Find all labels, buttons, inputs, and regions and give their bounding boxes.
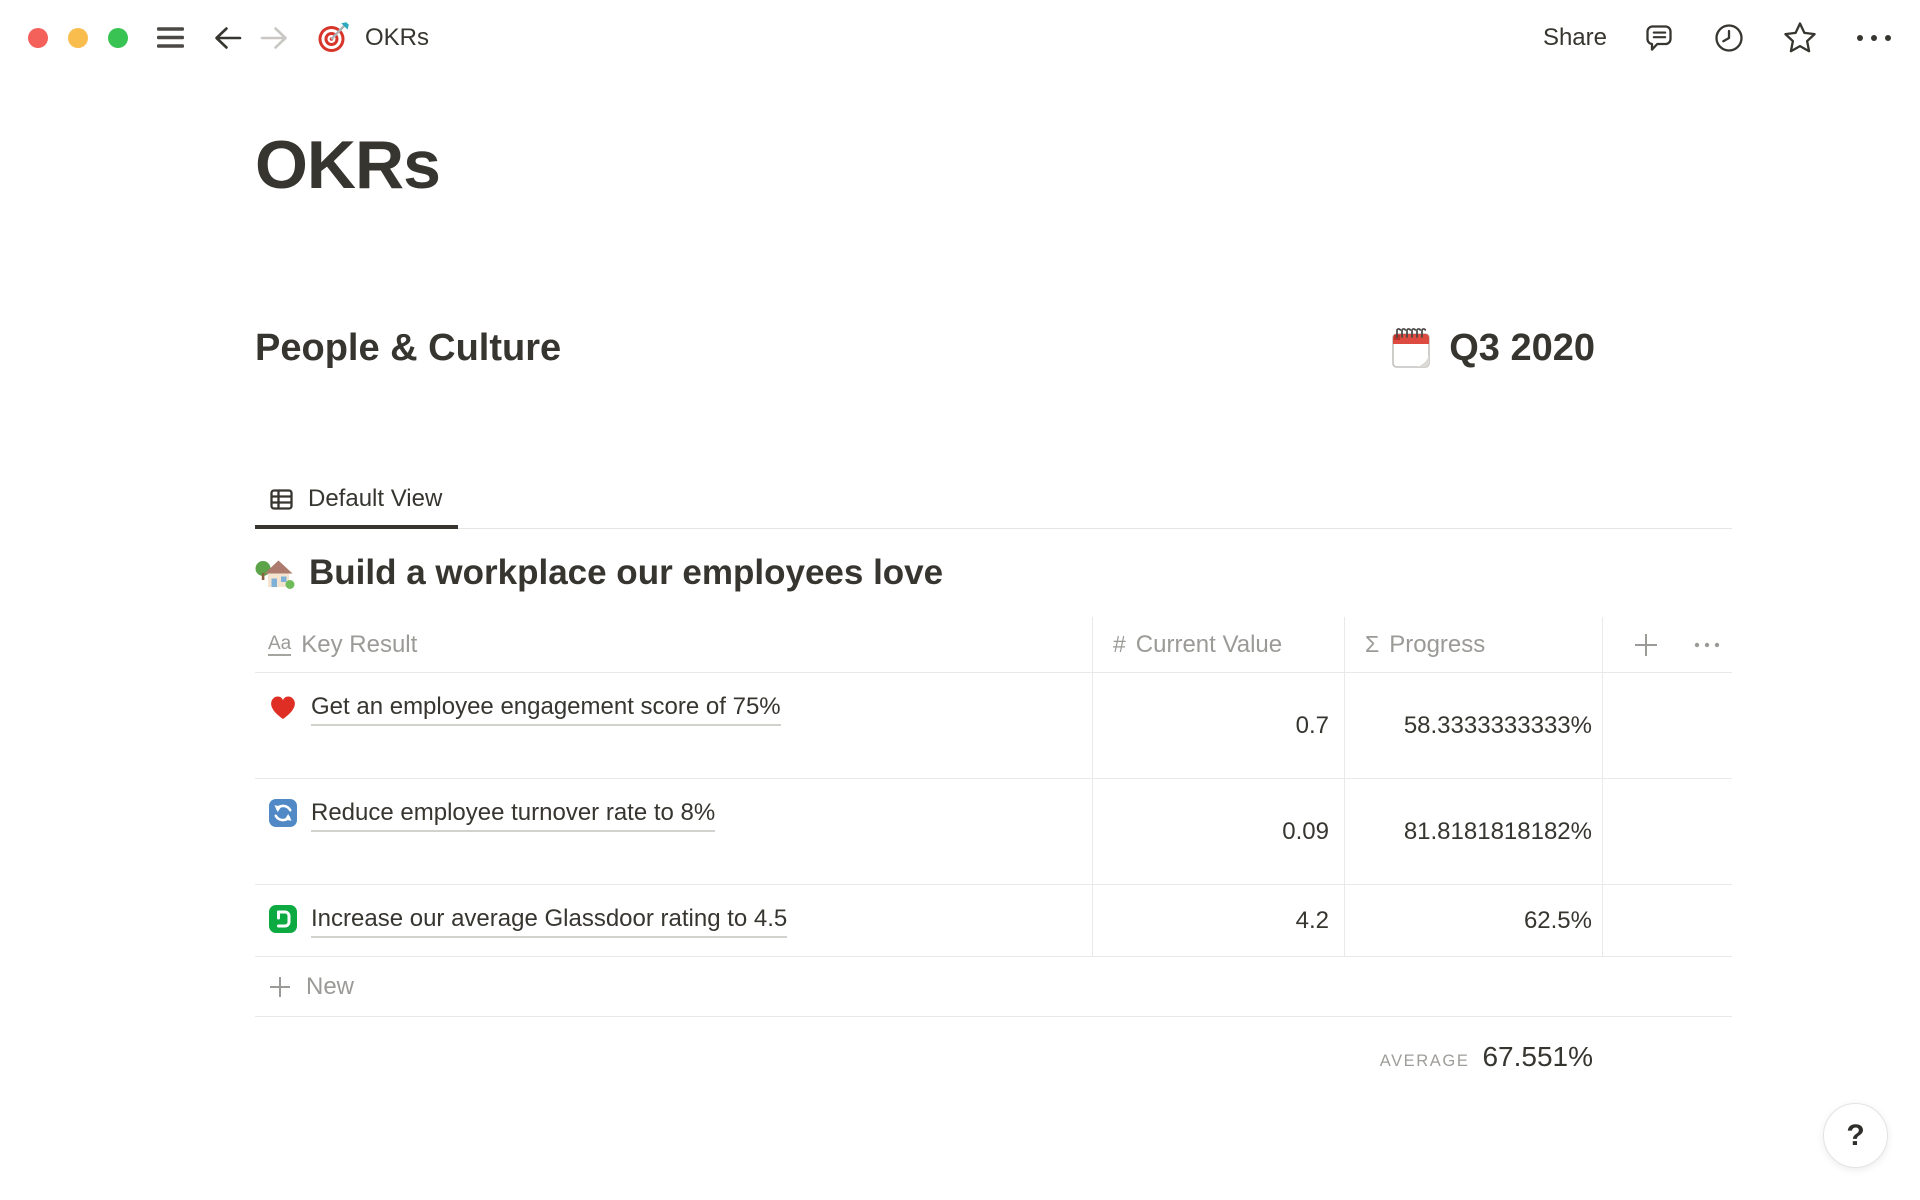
key-result-link[interactable]: Reduce employee turnover rate to 8%: [311, 796, 715, 832]
tab-label: Default View: [308, 485, 443, 512]
progress-value: 62.5%: [1523, 906, 1592, 934]
progress-cell: [1345, 673, 1603, 778]
forward-arrow-icon: [257, 24, 291, 52]
column-label: Current Value: [1135, 630, 1283, 658]
back-arrow-icon: [211, 24, 245, 52]
key-result-cell[interactable]: [255, 673, 1093, 778]
window-titlebar: [0, 0, 1920, 75]
key-result-cell[interactable]: [255, 885, 1093, 956]
progress-cell: [1345, 885, 1603, 956]
current-value-cell[interactable]: 4.2: [1093, 885, 1345, 956]
breadcrumb-page-title: OKRs: [365, 23, 430, 51]
column-label: Progress: [1389, 630, 1486, 658]
key-result-link[interactable]: Increase our average Glassdoor rating to 4.5: [311, 902, 787, 938]
help-button[interactable]: [1823, 1103, 1888, 1168]
column-label: Key Result: [301, 630, 418, 658]
key-result-link[interactable]: Get an employee engagement score of 75%: [311, 690, 781, 726]
updates-button[interactable]: [1712, 21, 1746, 55]
dart-target-icon: [317, 22, 349, 54]
plus-icon: [268, 975, 292, 999]
more-options-button[interactable]: [1854, 33, 1894, 43]
page-content: [255, 127, 1732, 1091]
current-value-cell[interactable]: 0.09: [1093, 779, 1345, 884]
add-column-button[interactable]: [1633, 632, 1659, 658]
okr-table: [255, 617, 1732, 1091]
objective-heading: [255, 553, 1732, 593]
glassdoor-logo-icon: [268, 904, 298, 934]
column-header-current-value[interactable]: [1093, 617, 1345, 672]
period-label: Q3 2020: [1449, 326, 1595, 369]
title-property-icon: Aa: [268, 632, 292, 654]
progress-value: 58.3333333333%: [1403, 711, 1592, 739]
favorite-button[interactable]: [1782, 20, 1818, 56]
navigate-forward-button[interactable]: [257, 24, 291, 52]
star-icon: [1782, 20, 1818, 56]
ellipsis-icon: [1854, 33, 1894, 43]
aggregate-label: AVERAGE: [1379, 1052, 1470, 1070]
new-row-label: New: [306, 972, 355, 1000]
minimize-window-button[interactable]: [68, 28, 88, 48]
period-heading: [1389, 325, 1595, 371]
page-title: OKRs: [255, 127, 440, 203]
close-window-button[interactable]: [28, 28, 48, 48]
navigate-back-button[interactable]: [211, 24, 245, 52]
heading-row: [255, 325, 1732, 371]
column-header-progress[interactable]: [1345, 617, 1603, 672]
hamburger-icon: [154, 24, 187, 51]
traffic-lights: [28, 28, 128, 48]
table-row: [255, 673, 1732, 779]
table-footer[interactable]: [255, 1017, 1732, 1091]
table-row: [255, 885, 1732, 957]
table-row: [255, 779, 1732, 885]
formula-property-icon: Σ: [1365, 631, 1380, 657]
tab-default-view[interactable]: [255, 477, 458, 528]
spiral-calendar-icon: [1389, 325, 1433, 371]
titlebar-actions: [1543, 20, 1894, 56]
breadcrumb[interactable]: [317, 22, 429, 54]
current-value-cell[interactable]: 0.7: [1093, 673, 1345, 778]
house-with-garden-icon: [255, 555, 295, 591]
objective-title: Build a workplace our employees love: [309, 553, 944, 592]
active-tab-indicator: [255, 525, 458, 529]
clock-icon: [1712, 21, 1746, 55]
key-result-cell[interactable]: [255, 779, 1093, 884]
number-property-icon: #: [1113, 631, 1126, 657]
red-heart-icon: [268, 692, 298, 722]
table-view-icon: [268, 486, 295, 513]
aggregate-value: 67.551%: [1482, 1041, 1593, 1072]
zoom-window-button[interactable]: [108, 28, 128, 48]
comment-bubble-icon: [1643, 21, 1676, 54]
table-options-button[interactable]: [1693, 641, 1721, 649]
view-tab-bar: [255, 477, 1732, 529]
group-heading: People & Culture: [255, 326, 562, 369]
new-row-button[interactable]: [255, 957, 1732, 1017]
sidebar-menu-button[interactable]: [154, 24, 187, 51]
comments-button[interactable]: [1643, 21, 1676, 54]
progress-cell: [1345, 779, 1603, 884]
column-header-key-result[interactable]: [255, 617, 1093, 672]
table-header-controls: [1603, 617, 1732, 672]
table-header-row: [255, 617, 1732, 673]
progress-value: 81.8181818182%: [1403, 817, 1592, 845]
empty-cell: [1603, 673, 1732, 778]
share-button[interactable]: Share: [1542, 23, 1607, 51]
counterclockwise-arrows-icon: [268, 798, 298, 828]
empty-cell: [1603, 779, 1732, 884]
empty-cell: [1603, 885, 1732, 956]
question-mark-icon: ?: [1846, 1118, 1865, 1152]
